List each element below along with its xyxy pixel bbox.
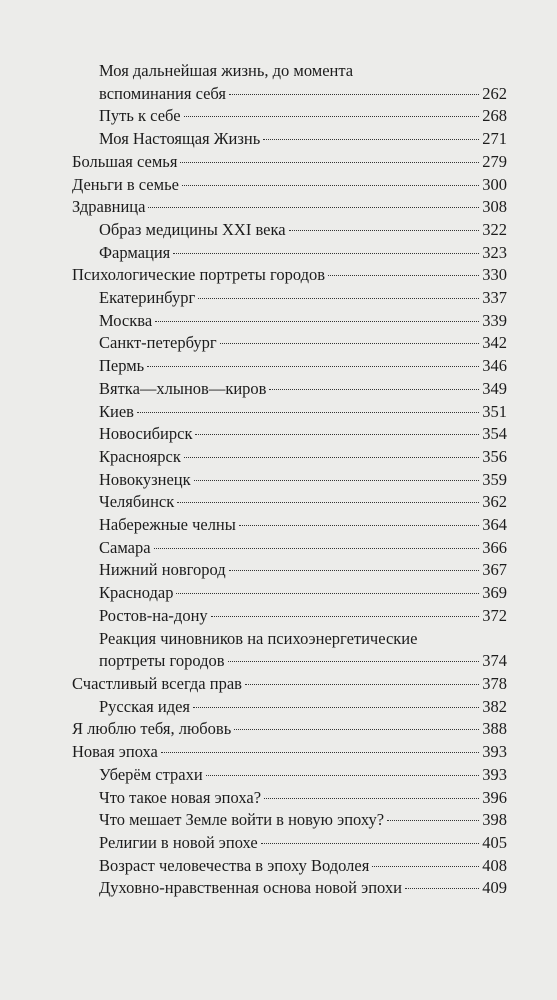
toc-entry-line: [99, 310, 507, 333]
toc-page-number: 369: [482, 583, 507, 603]
toc-entry: [99, 242, 507, 265]
toc-page-number: 362: [482, 492, 507, 512]
toc-entry-line: [99, 582, 507, 605]
toc-page-number: 382: [482, 696, 507, 716]
dot-leader: [405, 888, 479, 889]
toc-entry: [99, 469, 507, 492]
dot-leader: [155, 321, 479, 322]
dot-leader: [182, 185, 479, 186]
toc-entry: [99, 60, 507, 105]
toc-entry-title: Новосибирск: [99, 424, 193, 444]
toc-entry-title: Челябинск: [99, 492, 175, 512]
toc-entry: [72, 264, 507, 287]
dot-leader: [193, 707, 479, 708]
toc-entry: [99, 809, 507, 832]
toc-entry: [99, 537, 507, 560]
toc-entry-line: [99, 60, 507, 83]
toc-entry-title: Киев: [99, 401, 134, 421]
toc-page-number: 398: [482, 810, 507, 830]
toc-entry: [99, 287, 507, 310]
toc-entry-line: [72, 264, 507, 287]
toc-entry: [72, 196, 507, 219]
toc-entry-line: [99, 332, 507, 355]
toc-entry-title: Самара: [99, 537, 151, 557]
toc-entry: [99, 423, 507, 446]
toc-entry-title: Моя дальнейшая жизнь, до момента: [99, 61, 354, 80]
dot-leader: [184, 457, 479, 458]
toc-entry: [99, 832, 507, 855]
toc-page-number: 337: [482, 288, 507, 308]
toc-entry: [72, 718, 507, 741]
dot-leader: [180, 162, 479, 163]
toc-entry-line: [99, 378, 507, 401]
dot-leader: [195, 434, 479, 435]
toc-entry-title: Что мешает Земле войти в новую эпоху?: [99, 810, 385, 830]
toc-entry-title: Религии в новой эпохе: [99, 832, 258, 852]
toc-entry: [72, 673, 507, 696]
toc-entry-line: [99, 696, 507, 719]
toc-entry: [99, 514, 507, 537]
toc-entry-line: [72, 174, 507, 197]
toc-entry-line: [99, 809, 507, 832]
toc-entry-line: [99, 832, 507, 855]
toc-entry: [99, 559, 507, 582]
toc-entry-line: [99, 219, 507, 242]
dot-leader: [239, 525, 479, 526]
toc-entry-line: [99, 514, 507, 537]
toc-entry: [99, 877, 507, 900]
toc-entry-title: Пермь: [99, 356, 145, 376]
toc-entry-line: [99, 401, 507, 424]
dot-leader: [229, 570, 480, 571]
toc-entry: [99, 628, 507, 673]
dot-leader: [147, 366, 479, 367]
toc-page-number: 378: [482, 673, 507, 693]
dot-leader: [228, 661, 480, 662]
toc-entry: [99, 696, 507, 719]
toc-entry: [99, 355, 507, 378]
toc-entry-title: Путь к себе: [99, 106, 181, 126]
toc-entry-title: Краснодар: [99, 583, 174, 603]
toc-entry-title: Реакция чиновников на психоэнергетические: [99, 628, 418, 648]
toc-entry-title: Духовно-нравственная основа новой эпохи: [99, 878, 402, 898]
toc-entry-title: Уберём страхи: [99, 764, 203, 784]
dot-leader: [261, 843, 480, 844]
toc-entry-line: [72, 718, 507, 741]
toc-entry-line: [99, 787, 507, 810]
toc-entry-title: Москва: [99, 310, 153, 330]
toc-page-number: 262: [482, 83, 507, 103]
toc-entry: [99, 310, 507, 333]
toc-page-number: 342: [482, 333, 507, 353]
toc-entry-title: Нижний новгород: [99, 560, 226, 580]
toc-entry-line: [72, 741, 507, 764]
toc-entry-line: [99, 764, 507, 787]
toc-entry: [99, 446, 507, 469]
toc-entry-title: Моя Настоящая Жизнь: [99, 129, 261, 149]
toc-entry-title: Новая эпоха: [72, 742, 158, 762]
dot-leader: [177, 502, 479, 503]
toc-entry: [99, 582, 507, 605]
toc-page-number: 359: [482, 469, 507, 489]
dot-leader: [372, 866, 479, 867]
toc-page-number: 366: [482, 537, 507, 557]
toc-entry-line: [99, 877, 507, 900]
toc-entry: [99, 378, 507, 401]
toc-entry-title: Ростов-на-дону: [99, 605, 208, 625]
toc-entry-title: Набережные челны: [99, 515, 236, 535]
toc-page-number: 388: [482, 719, 507, 739]
toc-entry-line: [99, 128, 507, 151]
dot-leader: [289, 230, 480, 231]
dot-leader: [211, 616, 480, 617]
toc-page-number: 354: [482, 424, 507, 444]
dot-leader: [154, 548, 480, 549]
toc-entry-line: [99, 469, 507, 492]
toc-entry-line: [72, 151, 507, 174]
toc-entry-title: Русская идея: [99, 696, 191, 716]
toc-entry: [72, 151, 507, 174]
toc-entry-title: Фармация: [99, 242, 171, 262]
dot-leader: [184, 116, 480, 117]
toc-entry-line: [99, 242, 507, 265]
toc-entry-title: Счастливый всегда прав: [72, 673, 242, 693]
toc-page-number: 356: [482, 446, 507, 466]
toc-entry-title: Я люблю тебя, любовь: [72, 719, 232, 739]
toc-page-number: 300: [482, 174, 507, 194]
toc-entry: [99, 491, 507, 514]
toc-entry-title: Здравница: [72, 197, 146, 217]
toc-entry-line: [99, 605, 507, 628]
toc-entry-title: Деньги в семье: [72, 174, 179, 194]
toc-entry-title: вспоминания себя: [99, 83, 227, 103]
toc-page-number: 374: [482, 651, 507, 671]
toc-entry-title: Вятка—хлынов—киров: [99, 378, 267, 398]
toc-entry-title: Большая семья: [72, 151, 178, 171]
dot-leader: [194, 480, 480, 481]
toc-entry-line: [99, 628, 507, 651]
toc-page-number: 393: [482, 742, 507, 762]
toc-entry-title: Санкт-петербург: [99, 333, 217, 353]
toc-page-number: 396: [482, 787, 507, 807]
toc-page-number: 372: [482, 605, 507, 625]
toc-entry-title: Психологические портреты городов: [72, 265, 326, 285]
toc-page-number: 349: [482, 378, 507, 398]
toc-page-number: 271: [482, 129, 507, 149]
toc-entry-line: [72, 196, 507, 219]
toc-entry-line: [99, 446, 507, 469]
toc-page-number: 268: [482, 106, 507, 126]
toc-entry-title: Екатеринбург: [99, 288, 196, 308]
toc-page-number: 408: [482, 855, 507, 875]
dot-leader: [161, 752, 479, 753]
dot-leader: [148, 207, 479, 208]
toc-entry: [72, 741, 507, 764]
toc-entry-line: [99, 83, 507, 106]
dot-leader: [245, 684, 479, 685]
toc-entry-title: Красноярск: [99, 446, 181, 466]
dot-leader: [206, 775, 480, 776]
toc-entry-line: [99, 287, 507, 310]
dot-leader: [263, 139, 479, 140]
toc-page-number: 367: [482, 560, 507, 580]
dot-leader: [137, 412, 479, 413]
toc-entry-line: [99, 537, 507, 560]
dot-leader: [173, 253, 479, 254]
toc-entry: [99, 219, 507, 242]
toc-entry-title: Новокузнецк: [99, 469, 191, 489]
toc-entry: [72, 174, 507, 197]
toc-entry-title: Образ медицины XXI века: [99, 219, 286, 239]
toc-page-number: 364: [482, 515, 507, 535]
toc-page-number: 393: [482, 764, 507, 784]
toc-entry: [99, 128, 507, 151]
dot-leader: [220, 343, 480, 344]
toc-page-number: 279: [482, 151, 507, 171]
toc-entry-line: [99, 650, 507, 673]
toc-entry: [99, 764, 507, 787]
dot-leader: [264, 798, 479, 799]
toc-entry: [99, 332, 507, 355]
toc-entry-title: портреты городов: [99, 651, 225, 671]
toc-page-number: 322: [482, 219, 507, 239]
toc-page-number: 339: [482, 310, 507, 330]
toc-entry-line: [72, 673, 507, 696]
toc-entry-title: Что такое новая эпоха?: [99, 787, 262, 807]
toc-page-number: 409: [482, 878, 507, 898]
toc-entry: [99, 855, 507, 878]
toc-entry: [99, 401, 507, 424]
toc-page-number: 308: [482, 197, 507, 217]
toc-entry-line: [99, 559, 507, 582]
table-of-contents: [0, 60, 557, 900]
dot-leader: [269, 389, 479, 390]
toc-entry-line: [99, 105, 507, 128]
toc-entry-line: [99, 491, 507, 514]
toc-page-number: 405: [482, 832, 507, 852]
toc-entry-line: [99, 423, 507, 446]
dot-leader: [198, 298, 479, 299]
dot-leader: [176, 593, 479, 594]
dot-leader: [328, 275, 479, 276]
toc-entry-title: Возраст человечества в эпоху Водолея: [99, 855, 370, 875]
dot-leader: [229, 94, 479, 95]
toc-entry: [99, 605, 507, 628]
toc-entry-line: [99, 355, 507, 378]
toc-page-number: 351: [482, 401, 507, 421]
toc-entry: [99, 105, 507, 128]
dot-leader: [234, 729, 479, 730]
toc-entry: [99, 787, 507, 810]
toc-page-number: 346: [482, 356, 507, 376]
toc-page-number: 330: [482, 265, 507, 285]
toc-entry-line: [99, 855, 507, 878]
dot-leader: [387, 820, 479, 821]
toc-page-number: 323: [482, 242, 507, 262]
